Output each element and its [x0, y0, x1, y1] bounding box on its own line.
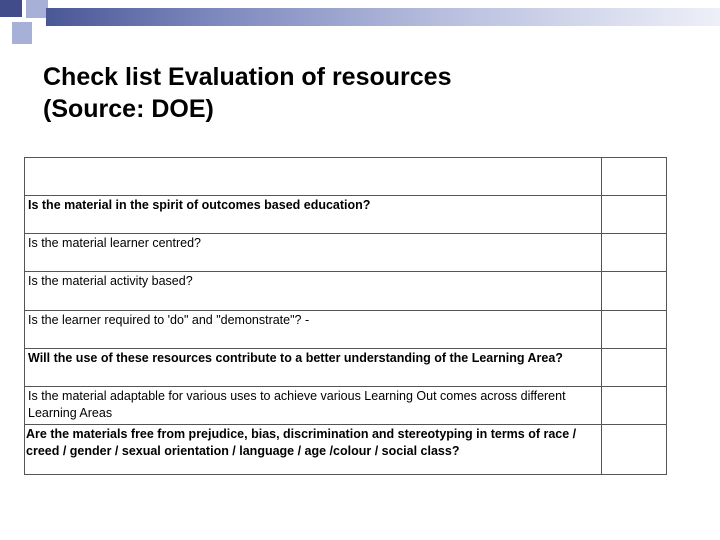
header-cell-question	[25, 158, 602, 196]
title-line-1: Check list Evaluation of resources	[43, 63, 452, 91]
page-title	[43, 61, 683, 125]
question-cell: Are the materials free from prejudice, bias, discrimination and stereotyping in terms of race / creed / gender / sexual orientation / language / age /colour / social class?	[25, 425, 602, 475]
answer-cell[interactable]	[602, 425, 667, 475]
answer-cell[interactable]	[602, 349, 667, 387]
table-header-row	[25, 158, 667, 196]
table-row	[25, 425, 667, 475]
header-gradient-band	[46, 8, 720, 26]
table-row	[25, 272, 667, 311]
question-cell: Will the use of these resources contribute to a better understanding of the Learning Area?	[25, 349, 602, 387]
table-row	[25, 349, 667, 387]
answer-cell[interactable]	[602, 272, 667, 311]
table-row	[25, 387, 667, 425]
title-line-2: (Source: DOE)	[43, 95, 214, 123]
answer-cell[interactable]	[602, 234, 667, 272]
table-row	[25, 311, 667, 349]
checklist-table	[24, 157, 667, 475]
decor-square-light	[26, 0, 48, 18]
header-cell-answer	[602, 158, 667, 196]
decor-square-light-lower	[12, 22, 32, 44]
answer-cell[interactable]	[602, 387, 667, 425]
answer-cell[interactable]	[602, 311, 667, 349]
question-cell: Is the material activity based?	[25, 272, 602, 311]
table-row	[25, 234, 667, 272]
question-cell: Is the material in the spirit of outcomes based education?	[25, 196, 602, 234]
question-cell: Is the material adaptable for various uses to achieve various Learning Out comes across different Learning Areas	[25, 387, 602, 425]
answer-cell[interactable]	[602, 196, 667, 234]
table-row	[25, 196, 667, 234]
decor-square-dark	[0, 0, 22, 17]
question-cell: Is the learner required to 'do" and "demonstrate"? -	[25, 311, 602, 349]
question-cell: Is the material learner centred?	[25, 234, 602, 272]
